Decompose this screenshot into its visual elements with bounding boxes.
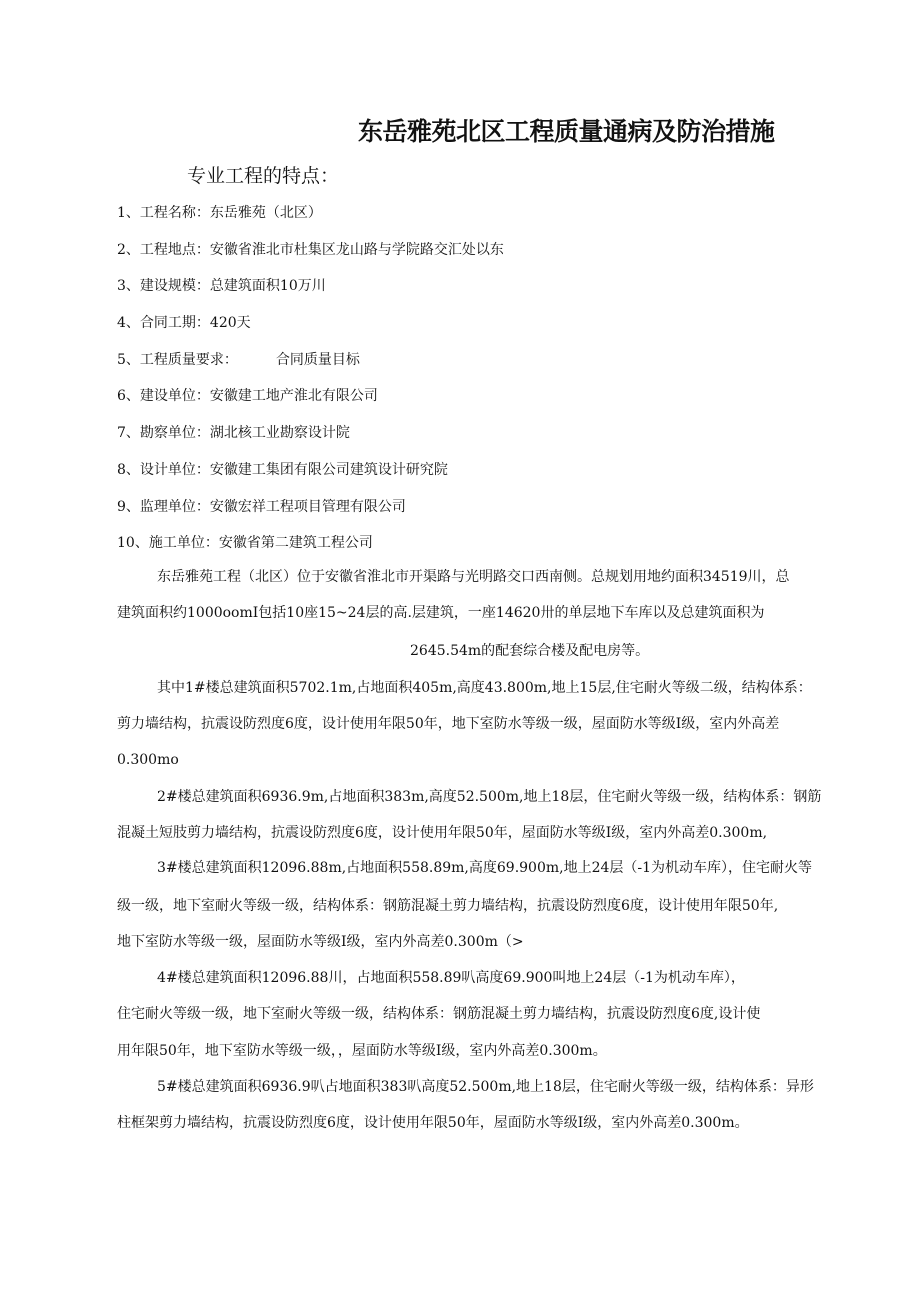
info-item-scale: 3、建设规模：总建筑面积10万川 — [117, 278, 326, 295]
paragraph-line: 其中1#楼总建筑面积5702.1m,占地面积405m,高度43.800m,地上15层,住宅耐火等级二级，结构体系： — [157, 680, 812, 696]
info-item-project-name: 1、工程名称：东岳雅苑（北区） — [117, 205, 322, 221]
paragraph-line: 混凝土短肢剪力墙结构，抗震设防烈度6度，设计使用年限50年，屋面防水等级I级，室内外高差0.300m, — [117, 825, 768, 841]
info-item-owner: 6、建设单位：安徽建工地产淮北有限公司 — [117, 388, 378, 405]
paragraph-line: 0.300mo — [117, 752, 179, 768]
info-item-survey: 7、勘察单位：湖北核工业勘察设计院 — [117, 425, 350, 442]
info-item-quality-label: 5、工程质量要求： — [117, 351, 238, 368]
paragraph-line: 2#楼总建筑面积6936.9m,占地面积383m,高度52.500m,地上18层，住宅耐火等级一级，结构体系：钢筋 — [157, 789, 822, 805]
paragraph-line: 地下室防水等级一级，屋面防水等级I级，室内外高差0.300m（> — [117, 934, 524, 950]
paragraph-line: 东岳雅苑工程（北区）位于安徽省淮北市开渠路与光明路交口西南侧。总规划用地约面积34519川，总 — [157, 569, 790, 585]
info-item-location: 2、工程地点：安徽省淮北市杜集区龙山路与学院路交汇处以东 — [117, 241, 504, 258]
document-title: 东岳雅苑北区工程质量通病及防治措施 — [358, 117, 775, 146]
info-item-quality — [117, 348, 504, 385]
paragraph-line: 4#楼总建筑面积12096.88川，占地面积558.89叭高度69.900叫地上24层（-1为机动车库）， — [157, 970, 745, 986]
info-item-quality-value: 合同质量目标 — [275, 351, 360, 368]
paragraph-line: 住宅耐火等级一级，地下室耐火等级一级，结构体系：钢筋混凝土剪力墙结构，抗震设防烈度6度,设计使 — [117, 1006, 761, 1022]
section-heading: 专业工程的特点： — [187, 165, 340, 187]
info-item-supervision: 9、监理单位：安徽宏祥工程项目管理有限公司 — [117, 498, 406, 515]
paragraph-line: 建筑面积约1000oomI包括10座15~24层的高.层建筑，一座14620卅的单层地下车库以及总建筑面积为 — [117, 605, 765, 621]
paragraph-line: 2645.54m的配套综合楼及配电房等。 — [410, 643, 650, 659]
project-info-list — [117, 201, 504, 568]
paragraph-line: 3#楼总建筑面积12096.88m,占地面积558.89m,高度69.900m,地上24层（-1为机动车库），住宅耐火等 — [157, 860, 813, 876]
paragraph-line: 柱框架剪力墙结构，抗震设防烈度6度，设计使用年限50年，屋面防水等级I级，室内外高差0.300m。 — [117, 1115, 749, 1131]
paragraph-line: 剪力墙结构，抗震设防烈度6度，设计使用年限50年，地下室防水等级一级，屋面防水等级I级，室内外高差 — [117, 716, 780, 732]
paragraph-line: 用年限50年，地下室防水等级一级，，屋面防水等级I级，室内外高差0.300m。 — [117, 1043, 607, 1059]
paragraph-line: 5#楼总建筑面积6936.9叭占地面积383叭高度52.500m,地上18层，住宅耐火等级一级，结构体系：异形 — [157, 1079, 814, 1095]
info-item-contractor: 10、施工单位：安徽省第二建筑工程公司 — [117, 535, 373, 552]
info-item-design: 8、设计单位：安徽建工集团有限公司建筑设计研究院 — [117, 461, 448, 478]
info-item-duration: 4、合同工期：420天 — [117, 315, 251, 332]
paragraph-line: 级一级，地下室耐火等级一级，结构体系：钢筋混凝土剪力墙结构，抗震设防烈度6度，设计使用年限50年, — [117, 898, 779, 914]
